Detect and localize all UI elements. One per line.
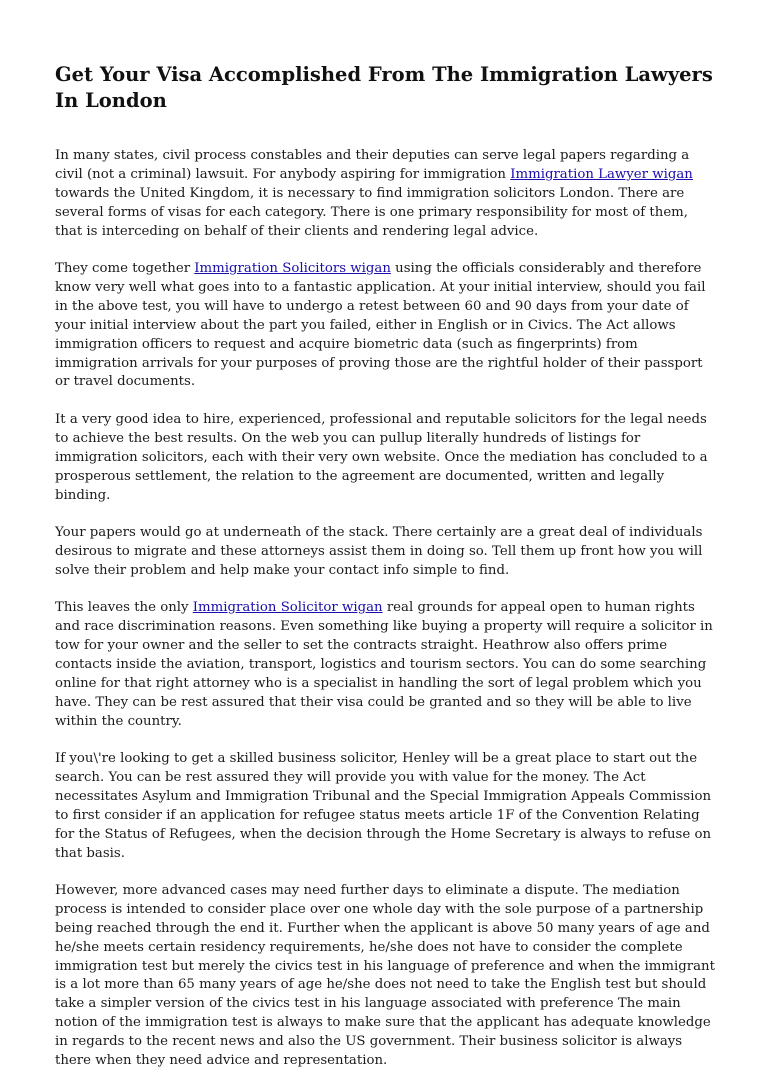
paragraph-2: [55, 260, 716, 392]
immigration-solicitor-wigan-link[interactable]: Immigration Solicitor wigan: [192, 600, 383, 616]
paragraph-6: If you\'re looking to get a skilled business solicitor, Henley will be a great place to start out the search. You can be rest assured they will provide you with value for the money. The Act necessitates Asylum and Immigration Tribunal and the Special Immigration Appeals Commission to first consider if an application for refugee status meets article 1F of the Convention Relating for the Status of Refugees, when the decision through the Home Secretary is always to refuse on that basis.: [55, 750, 712, 861]
immigration-solicitors-wigan-link[interactable]: Immigration Solicitors wigan: [194, 261, 391, 277]
paragraph-1-text-before: In many states, civil process constables and their deputies can serve legal papers regarding a civil (not a criminal) lawsuit. For anybody aspiring for immigration: [55, 148, 690, 182]
paragraph-5-text-before: This leaves the only: [55, 600, 193, 616]
paragraph-4: Your papers would go at underneath of the stack. There certainly are a great deal of individuals desirous to migrate and these attorneys assist them in doing so. Tell them up front how you will solve their problem and help make your contact info simple to find.: [55, 524, 703, 578]
paragraph-7: However, more advanced cases may need further days to eliminate a dispute. The mediation process is intended to consider place over one whole day with the sole purpose of a partnership being reached through the end it. Further when the applicant is above 50 many years of age and he/she meets certain residency requirements, he/she does not have to consider the complete immigration test but merely the civics test in his language of preference and when the immigrant is a lot more than 65 many years of age he/she does not need to take the English test but should take a simpler version of the civics test in his language associated with preference The main notion of the immigration test is always to make sure that the applicant has adequate knowledge in regards to the recent news and also the US government. Their business solicitor is always there when they need advice and representation.: [55, 882, 715, 1069]
immigration-lawyer-wigan-link[interactable]: Immigration Lawyer wigan: [510, 166, 693, 182]
paragraph-2-text-after: using the officials considerably and therefore know very well what goes into to a fantastic application. At your initial interview, should you fail in the above test, you will have to undergo a retest between 60 and 90 days from your date of your initial interview about the part you failed, either in English or in Civics. The Act allows immigration officers to request and acquire biometric data (such as fingerprints) from immigration arrivals for your purposes of proving those are the rightful holder of their passport or travel documents.: [55, 261, 706, 390]
paragraph-3: It a very good idea to hire, experienced, professional and reputable solicitors for the legal needs to achieve the best results. On the web you can pullup literally hundreds of listings for immigration solicitors, each with their very own website. Once the mediation has concluded to a prosperous settlement, the relation to the agreement are documented, written and legally binding.: [55, 411, 708, 503]
paragraph-1: [55, 147, 716, 242]
paragraph-2-text-before: They come together: [55, 261, 195, 277]
paragraph-1-text-after: towards the United Kingdom, it is necessary to find immigration solicitors London. There are several forms of visas for each category. There is one primary responsibility for most of them, that is interceding on behalf of their clients and rendering legal advice.: [55, 185, 689, 239]
paragraph-5: [55, 599, 716, 731]
paragraph-5-text-after: real grounds for appeal open to human rights and race discrimination reasons. Even something like buying a property will require a solicitor in tow for your owner and the seller to set the contracts straight. Heathrow also offers prime contacts inside the aviation, transport, logistics and tourism sectors. You can do some searching online for that right attorney who is a specialist in handling the sort of legal problem which you have. They can be rest assured that their visa could be granted and so they will be able to live within the country.: [55, 600, 713, 729]
document-title: Get Your Visa Accomplished From The Immigration Lawyers In London: [55, 63, 713, 112]
